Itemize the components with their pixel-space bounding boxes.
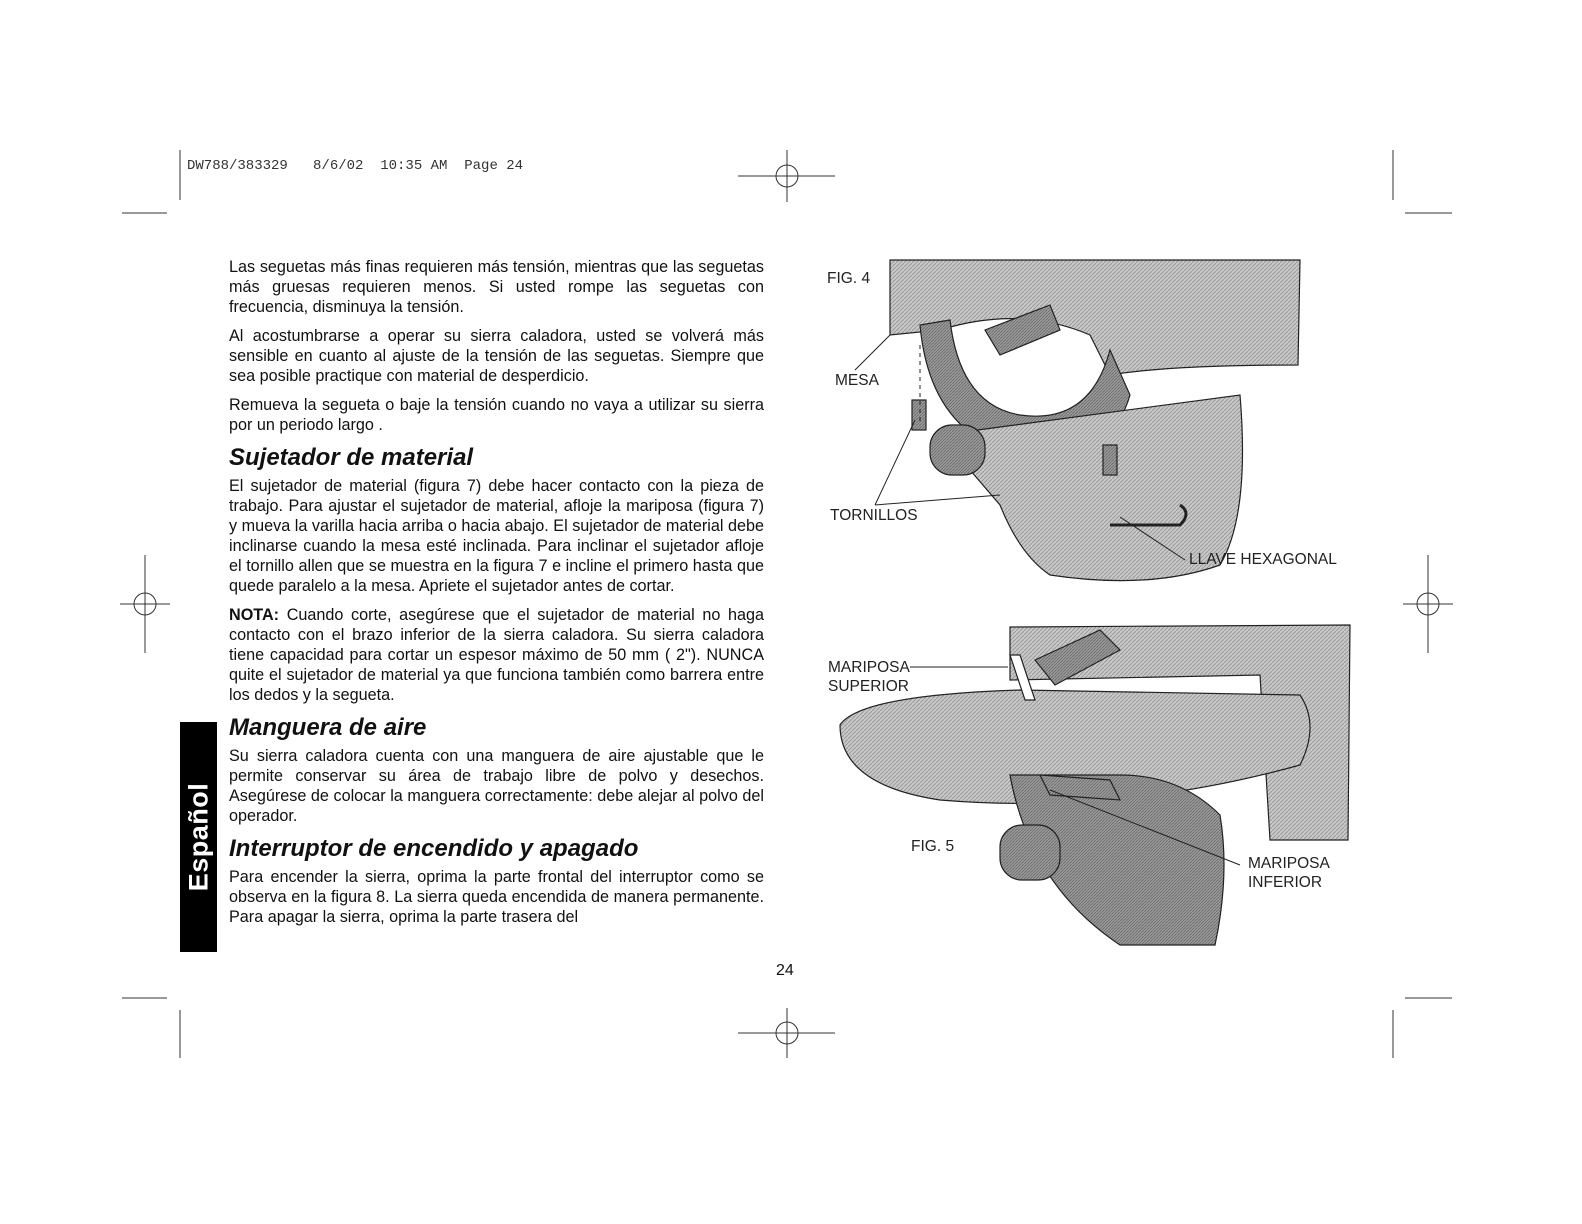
- section-body-manguera: Su sierra caladora cuenta con una manguera de aire ajustable que le permite conservar su área de trabajo libre de polvo y desechos. Asegúrese de colocar la manguera correctamente: debe alejar al polvo del operador.: [229, 747, 764, 825]
- print-slug: DW788/383329 8/6/02 10:35 AM Page 24: [187, 158, 524, 174]
- language-tab-label: Español: [183, 782, 213, 892]
- text-column: [229, 257, 764, 936]
- intro-paragraph: Remueva la segueta o baje la tensión cuando no vaya a utilizar su sierra por un periodo largo .: [229, 396, 764, 434]
- section-body-sujetador: El sujetador de material (figura 7) debe hacer contacto con la pieza de trabajo. Para ajustar el sujetador de material, afloje la mariposa (figura 7) y mueva la varilla hacia arriba o hacia abajo. El sujetador de material debe inclinarse cuando la mesa esté inclinada. Para inclinar el sujetador afloje el tornillo allen que se muestra en la figura 7 e incline el primero hasta que quede paralelo a la mesa. Apriete el sujetador antes de cortar.: [229, 477, 764, 595]
- note-label: NOTA:: [229, 606, 280, 624]
- intro-paragraph: Al acostumbrarse a operar su sierra caladora, usted se volverá más sensible en cuanto al ajuste de la tensión de las seguetas. Siempre que sea posible practique con material de desperdicio.: [229, 327, 764, 385]
- section-body-interruptor: Para encender la sierra, oprima la parte frontal del interruptor como se observa en la figura 8. La sierra queda encendida de manera permanente. Para apagar la sierra, oprima la parte trasera del: [229, 868, 764, 926]
- language-tab: [180, 722, 217, 952]
- callout-mariposa-inferior-line1: MARIPOSA: [1248, 855, 1330, 872]
- note-text: Cuando corte, asegúrese que el sujetador de material no haga contacto con el brazo inferior de la sierra caladora. Su sierra caladora tiene capacidad para cortar un espesor máximo de 50 mm ( 2"). NUNCA quite el sujetador de material ya que funciona también como barrera entre los dedos y la segueta.: [229, 606, 764, 704]
- callout-llave-hexagonal: LLAVE HEXAGONAL: [1189, 551, 1337, 568]
- callout-mariposa-inferior-line2: INFERIOR: [1248, 874, 1323, 891]
- note-paragraph: [229, 605, 764, 705]
- figure5-drawing: [840, 625, 1350, 945]
- section-heading-sujetador: Sujetador de material: [229, 444, 474, 471]
- callout-mesa: MESA: [835, 372, 879, 389]
- callout-mariposa-superior-line1: MARIPOSA: [828, 659, 910, 676]
- figure4-drawing: [890, 260, 1300, 581]
- section-heading-manguera: Manguera de aire: [229, 714, 427, 741]
- section-heading-interruptor: Interruptor de encendido y apagado: [229, 835, 639, 862]
- callout-mariposa-superior-line2: SUPERIOR: [828, 678, 909, 695]
- callout-tornillos: TORNILLOS: [830, 507, 918, 524]
- figure5-label: FIG. 5: [911, 838, 955, 855]
- page-number: 24: [776, 962, 794, 979]
- intro-paragraph: Las seguetas más finas requieren más tensión, mientras que las seguetas más gruesas requieren menos. Si usted rompe las seguetas con frecuencia, disminuya la tensión.: [229, 258, 764, 316]
- figure4-label: FIG. 4: [827, 270, 871, 287]
